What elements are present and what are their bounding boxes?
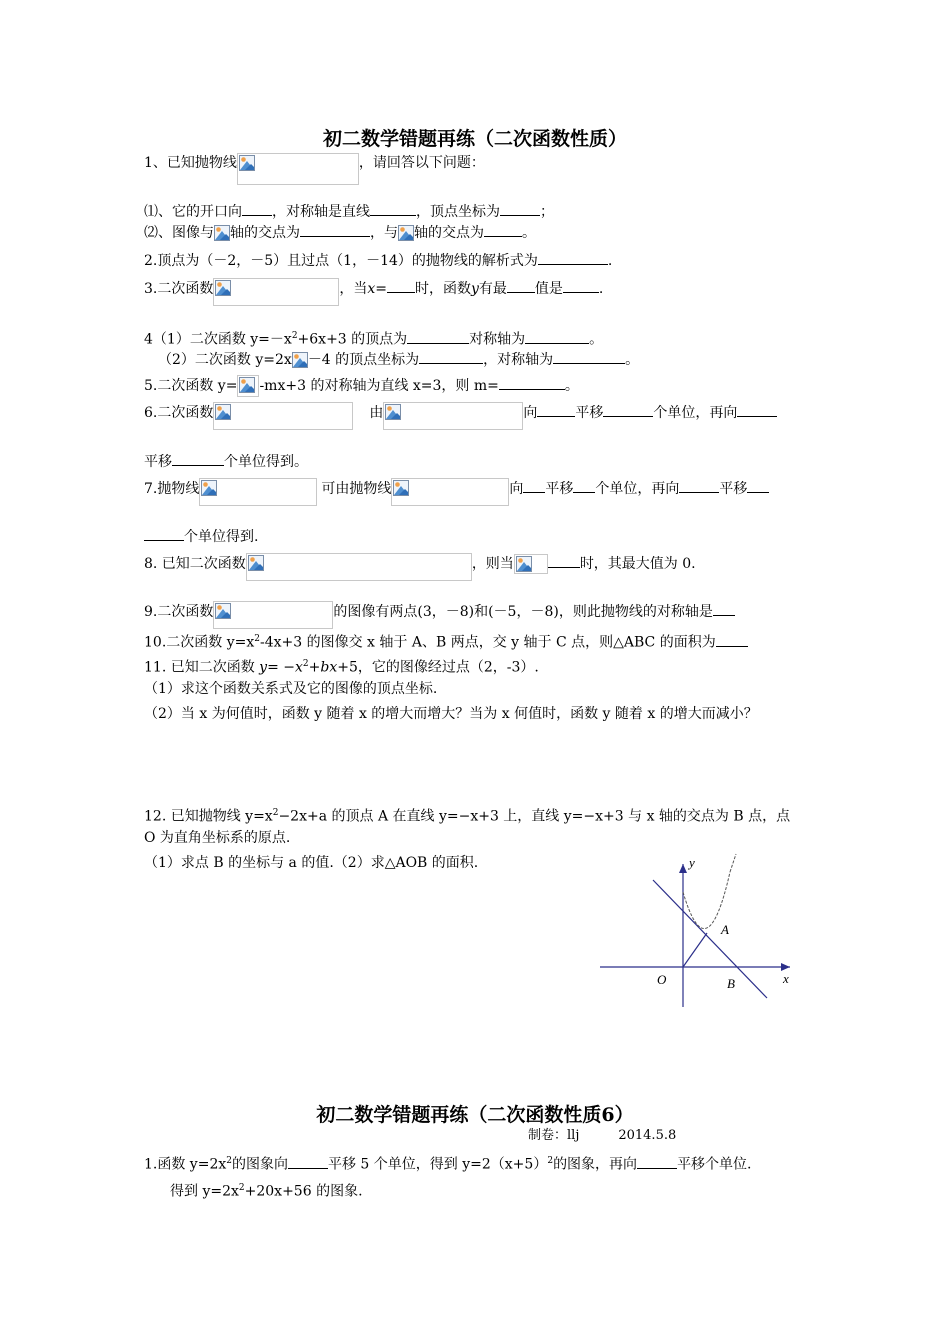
formula-image: [237, 153, 359, 185]
formula-image: [383, 402, 523, 430]
formula-image: [213, 402, 353, 430]
x-label: x: [783, 971, 789, 986]
question-4-part-2: （2）二次函数 y=2x －4 的顶点坐标为 ，对称轴为 。: [158, 349, 639, 370]
question-1-part-1: ⑴、它的开口向 ，对称轴是直线 ，顶点坐标为 ；: [144, 201, 554, 222]
question-7: 7.抛物线 可由抛物线 向 平移 个单位，再向 平移: [144, 478, 769, 506]
formula-image: [514, 554, 548, 574]
broken-image-icon: [215, 280, 231, 296]
question-12-cont: O 为直角坐标系的原点.: [144, 830, 291, 846]
author-date: 制卷：llj 2014.5.8: [528, 1128, 677, 1143]
broken-image-icon: [393, 480, 409, 496]
question-5: 5.二次函数 y= -mx+3 的对称轴为直线 x=3，则 m= 。: [144, 375, 579, 397]
broken-image-icon: [292, 352, 308, 368]
line-y-neg-x-plus-3: [653, 880, 767, 998]
y-label: y: [689, 855, 695, 870]
question-3: 3.二次函数 ，当x= 时，函数y有最 值是 .: [144, 278, 603, 306]
formula-image: [246, 553, 472, 581]
formula-image: [237, 375, 259, 397]
broken-image-icon: [398, 225, 414, 241]
broken-image-icon: [516, 556, 532, 572]
formula-image: [213, 601, 333, 629]
segment-OA: [683, 933, 707, 967]
question-1-part-2: ⑵、图像与 轴的交点为 ，与 轴的交点为 。: [144, 222, 536, 243]
formula-image: [213, 278, 339, 306]
question-12-parts: （1）求点 B 的坐标与 a 的值.（2）求△AOB 的面积.: [144, 855, 479, 871]
question-11-part-1: （1）求这个函数关系式及它的图像的顶点坐标.: [144, 681, 438, 697]
question-6: 6.二次函数 由 向 平移 个单位，再向: [144, 402, 777, 430]
question-1: 1、已知抛物线 ，请回答以下问题：: [144, 153, 485, 185]
point-a-label: A: [721, 922, 729, 937]
question-12: 12. 已知抛物线 $y=x^2-2x+a$ 的顶点 A 在直线 y=−x+3 上，直线 y=−x+3 与 x 轴的交点为 B 点，点: [144, 808, 791, 825]
question-p2-1: 1.函数 $y=2x^2$的图象向 平移 5 个单位，得到 $y=2(x+5)^2$的图象，再向 平移个单位.: [144, 1151, 752, 1175]
point-b-label: B: [727, 976, 735, 991]
parabola: [683, 872, 730, 929]
broken-image-icon: [239, 377, 255, 393]
question-11-part-2: （2）当 x 为何值时，函数 y 随着 x 的增大而增大？当为 x 何值时，函数 y 随着 x 的增大而减小？: [144, 706, 758, 722]
page-title-2: 初二数学错题再练（二次函数性质6）: [316, 1104, 634, 1126]
broken-image-icon: [385, 404, 401, 420]
broken-image-icon: [239, 155, 255, 171]
question-11: 11. 已知二次函数 $y= -x^2+bx+5$，它的图像经过点（2，-3）.: [144, 659, 539, 676]
broken-image-icon: [215, 603, 231, 619]
y-axis-arrow: [679, 864, 687, 873]
broken-image-icon: [201, 480, 217, 496]
question-4-part-1: 4（1）二次函数 $y=-x^2+6x+3$ 的顶点为 对称轴为 。: [144, 326, 603, 350]
question-10: 10.二次函数 $y=x^2-4x+3$ 的图像交 x 轴于 A、B 两点，交 y 轴于 C 点，则△ABC 的面积为: [144, 629, 748, 653]
broken-image-icon: [215, 404, 231, 420]
question-6-cont: 平移 个单位得到。: [144, 451, 308, 472]
point-o-label: O: [657, 972, 667, 987]
question-9: 9.二次函数 的图像有两点(3，－8)和(－5，－8)，则此抛物线的对称轴是: [144, 601, 735, 629]
question-p2-1-cont: 得到 $y=2x^2+20x+56$ 的图象.: [170, 1183, 363, 1200]
page-title: 初二数学错题再练（二次函数性质）: [322, 128, 627, 150]
broken-image-icon: [248, 555, 264, 571]
coordinate-graph: [595, 852, 805, 1014]
question-2: 2.顶点为（－2，－5）且过点（1，－14）的抛物线的解析式为 .: [144, 250, 612, 271]
formula-image: [391, 478, 509, 506]
question-7-cont: 个单位得到.: [144, 526, 258, 547]
x-axis-arrow: [781, 963, 790, 971]
broken-image-icon: [214, 225, 230, 241]
question-8: 8. 已知二次函数 ，则当 时，其最大值为 0.: [144, 553, 696, 581]
formula-image: [199, 478, 317, 506]
